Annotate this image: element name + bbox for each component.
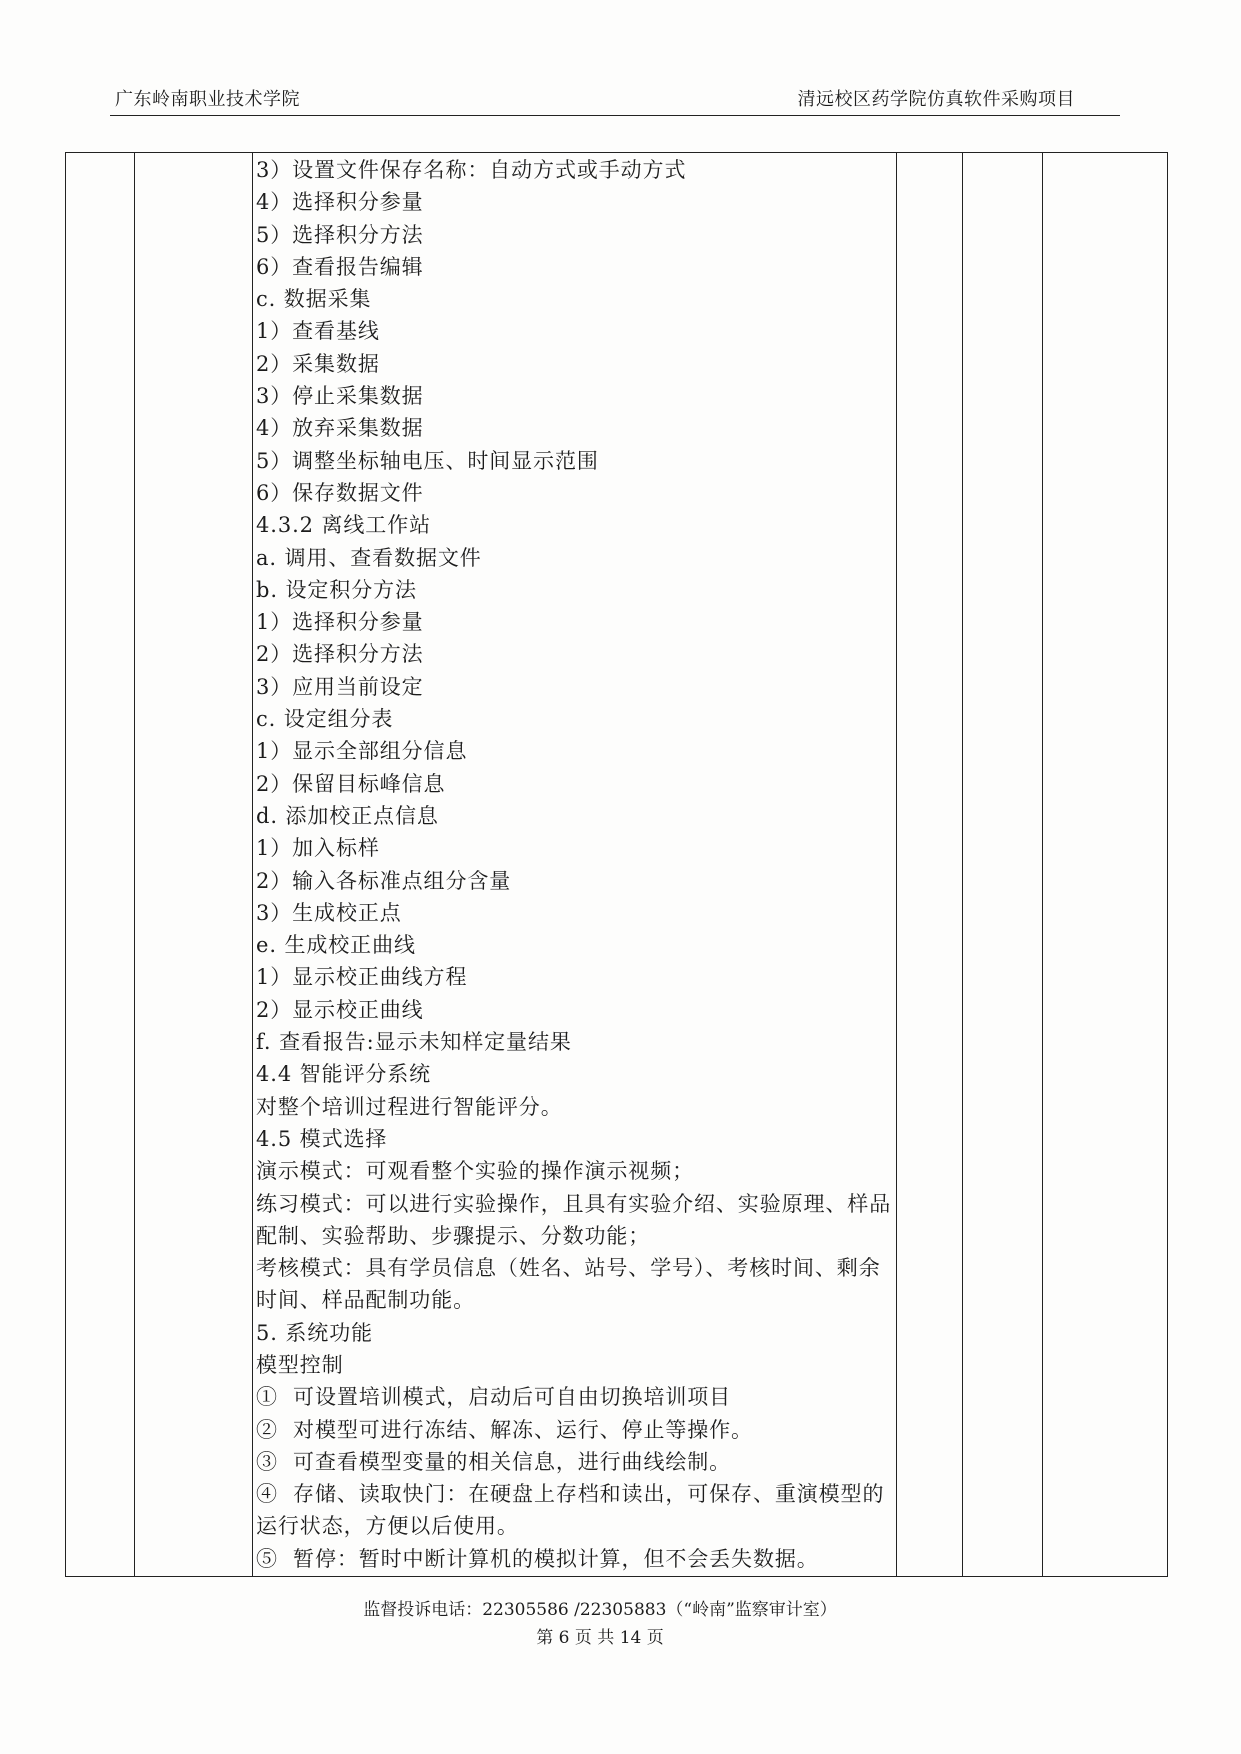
content-line: ① 可设置培训模式，启动后可自由切换培训项目 (256, 1385, 732, 1410)
content-line: 时间、样品配制功能。 (256, 1288, 475, 1313)
content-line: 2）选择积分方法 (256, 642, 424, 667)
content-line: 4.4 智能评分系统 (256, 1062, 432, 1087)
content-line: 6）保存数据文件 (256, 480, 424, 505)
content-line: c. 设定组分表 (256, 707, 394, 732)
content-line: 2）采集数据 (256, 351, 380, 376)
content-line: 3）应用当前设定 (256, 674, 424, 699)
content-line: d. 添加校正点信息 (256, 803, 439, 828)
content-line: 6）查看报告编辑 (256, 254, 424, 279)
content-line: 5. 系统功能 (256, 1320, 374, 1345)
content-line: c. 数据采集 (256, 287, 372, 312)
content-line: 4）选择积分参量 (256, 190, 424, 215)
content-line: ③ 可查看模型变量的相关信息，进行曲线绘制。 (256, 1449, 732, 1474)
table-column-2 (135, 153, 253, 1576)
header-institution: 广东岭南职业技术学院 (115, 89, 300, 110)
header-divider (110, 115, 1120, 116)
content-line: 2）输入各标准点组分含量 (256, 868, 512, 893)
content-line: e. 生成校正曲线 (256, 933, 416, 958)
content-line: 3）生成校正点 (256, 900, 402, 925)
table-column-4 (897, 153, 963, 1576)
content-line: 对整个培训过程进行智能评分。 (256, 1094, 563, 1119)
content-line: 3）设置文件保存名称：自动方式或手动方式 (256, 158, 687, 182)
content-line: 5）调整坐标轴电压、时间显示范围 (256, 448, 599, 473)
table-column-1 (66, 153, 135, 1576)
header-project-title: 清远校区药学院仿真软件采购项目 (797, 89, 1075, 110)
content-line: 配制、实验帮助、步骤提示、分数功能； (256, 1223, 651, 1248)
content-line: 2）显示校正曲线 (256, 997, 424, 1022)
spec-table (65, 152, 1168, 1577)
content-line: b. 设定积分方法 (256, 577, 417, 602)
table-column-content (253, 153, 897, 1576)
content-line: 模型控制 (256, 1352, 344, 1377)
content-line: 1）显示校正曲线方程 (256, 965, 468, 990)
content-line: 练习模式：可以进行实验操作，且具有实验介绍、实验原理、样品 (256, 1191, 892, 1216)
content-line: 1）查看基线 (256, 319, 380, 344)
content-line: 4.5 模式选择 (256, 1126, 388, 1151)
content-line: 1）选择积分参量 (256, 610, 424, 635)
content-line: 4.3.2 离线工作站 (256, 513, 432, 538)
content-line: 5）选择积分方法 (256, 222, 424, 247)
content-line: 4）放弃采集数据 (256, 416, 424, 441)
content-line: 运行状态，方便以后使用。 (256, 1514, 519, 1539)
content-line: 3）停止采集数据 (256, 384, 424, 409)
content-lines (256, 154, 896, 1575)
content-line: a. 调用、查看数据文件 (256, 545, 482, 570)
table-column-6 (1043, 153, 1166, 1576)
footer-contact: 监督投诉电话：22305586 /22305883（“岭南”监察审计室） (363, 1600, 837, 1620)
content-line: 1）显示全部组分信息 (256, 739, 468, 764)
content-line: 2）保留目标峰信息 (256, 771, 446, 796)
footer-page-number: 第 6 页 共 14 页 (536, 1628, 664, 1648)
content-line: 1）加入标样 (256, 836, 380, 861)
content-line: f. 查看报告:显示未知样定量结果 (256, 1030, 572, 1055)
table-column-5 (963, 153, 1043, 1576)
content-line: ⑤ 暂停：暂时中断计算机的模拟计算，但不会丢失数据。 (256, 1546, 819, 1571)
content-line: ② 对模型可进行冻结、解冻、运行、停止等操作。 (256, 1417, 753, 1442)
content-line: 演示模式：可观看整个实验的操作演示视频； (256, 1159, 694, 1184)
content-line: 考核模式：具有学员信息（姓名、站号、学号）、考核时间、剩余 (256, 1256, 881, 1281)
content-line: ④ 存储、读取快门：在硬盘上存档和读出，可保存、重演模型的 (256, 1482, 885, 1507)
